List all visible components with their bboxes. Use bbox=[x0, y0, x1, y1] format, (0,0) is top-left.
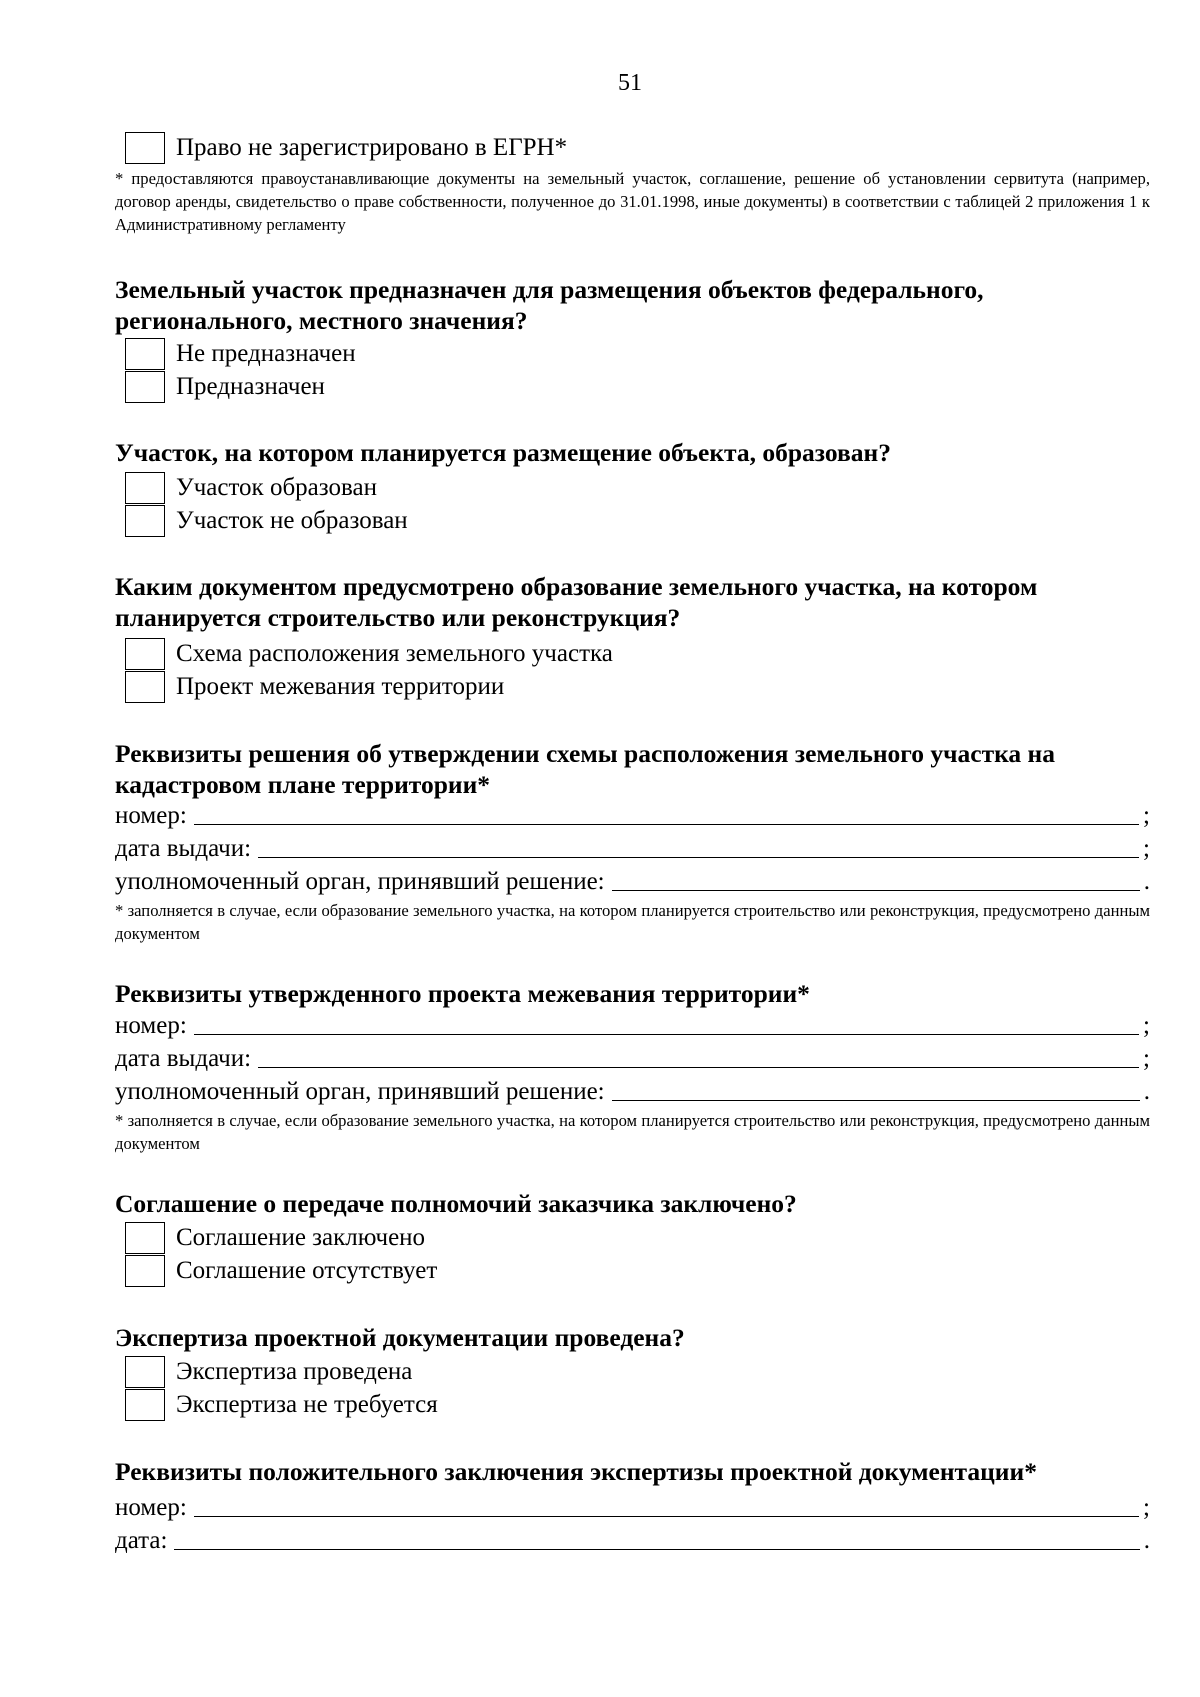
checkbox[interactable] bbox=[125, 472, 165, 504]
purpose-heading: Земельный участок предназначен для размещения объектов федерального, регионального, местного значения? bbox=[115, 275, 984, 335]
expertise-option-done[interactable] bbox=[125, 1355, 412, 1388]
option-label: Экспертиза не требуется bbox=[176, 1390, 438, 1418]
page-number: 51 bbox=[618, 70, 642, 96]
number-input-line[interactable] bbox=[194, 1034, 1139, 1035]
expertise-date-field[interactable]: дата: . bbox=[115, 1527, 1150, 1554]
option-label: Экспертиза проведена bbox=[176, 1357, 413, 1385]
checkbox[interactable] bbox=[125, 371, 165, 403]
checkbox[interactable] bbox=[125, 338, 165, 370]
checkbox[interactable] bbox=[125, 1356, 165, 1388]
document-option-project[interactable] bbox=[125, 670, 504, 703]
scheme-number-field[interactable]: номер: ; bbox=[115, 802, 1150, 829]
scheme-details-heading: Реквизиты решения об утверждении схемы расположения земельного участка на кадастровом плане территории* bbox=[115, 739, 1055, 799]
expertise-number-field[interactable]: номер: ; bbox=[115, 1494, 1150, 1521]
project-footnote: * заполняется в случае, если образование земельного участка, на котором планируется строительство или реконструкция, предусмотрено данным документом bbox=[115, 1111, 1150, 1153]
option-label: Не предназначен bbox=[176, 339, 356, 367]
scheme-footnote: * заполняется в случае, если образование земельного участка, на котором планируется строительство или реконструкция, предусмотрено данным документом bbox=[115, 901, 1150, 943]
checkbox[interactable] bbox=[125, 1255, 165, 1287]
formed-option-no[interactable] bbox=[125, 504, 408, 537]
checkbox[interactable] bbox=[125, 671, 165, 703]
option-label: Соглашение отсутствует bbox=[176, 1256, 438, 1284]
agreement-option-concluded[interactable] bbox=[125, 1221, 425, 1254]
field-label: дата выдачи: bbox=[115, 1045, 252, 1072]
option-label: Соглашение заключено bbox=[176, 1223, 426, 1251]
option-label: Проект межевания территории bbox=[176, 672, 505, 700]
purpose-option-not-intended[interactable] bbox=[125, 337, 356, 370]
checkbox[interactable] bbox=[125, 638, 165, 670]
authority-input-line[interactable] bbox=[612, 1100, 1140, 1101]
checkbox[interactable] bbox=[125, 1222, 165, 1254]
purpose-option-intended[interactable] bbox=[125, 370, 325, 403]
checkbox[interactable] bbox=[125, 1389, 165, 1421]
field-label: дата выдачи: bbox=[115, 835, 252, 862]
date-input-line[interactable] bbox=[174, 1549, 1139, 1550]
expertise-option-not-required[interactable] bbox=[125, 1388, 438, 1421]
checkbox[interactable] bbox=[125, 505, 165, 537]
project-date-field[interactable]: дата выдачи: ; bbox=[115, 1045, 1150, 1072]
option-label: Участок образован bbox=[176, 473, 377, 501]
authority-input-line[interactable] bbox=[612, 890, 1140, 891]
agreement-heading: Соглашение о передаче полномочий заказчика заключено? bbox=[115, 1189, 797, 1218]
formed-option-yes[interactable] bbox=[125, 471, 377, 504]
rights-footnote: * предоставляются правоустанавливающие документы на земельный участок, соглашение, решение об установлении сервитута (например, договор аренды, свидетельство о праве собственности, полученное до 31.01.1998, иные документы) в соответствии с таблицей 2 приложения 1 к Административному регламенту bbox=[115, 169, 1150, 234]
number-input-line[interactable] bbox=[194, 824, 1139, 825]
project-authority-field[interactable]: уполномоченный орган, принявший решение: . bbox=[115, 1078, 1150, 1105]
option-label: Предназначен bbox=[176, 372, 325, 400]
scheme-date-field[interactable]: дата выдачи: ; bbox=[115, 835, 1150, 862]
scheme-authority-field[interactable]: уполномоченный орган, принявший решение: . bbox=[115, 868, 1150, 895]
date-input-line[interactable] bbox=[258, 1067, 1139, 1068]
date-input-line[interactable] bbox=[258, 857, 1139, 858]
rights-not-registered-option[interactable] bbox=[125, 131, 567, 164]
document-heading: Каким документом предусмотрено образование земельного участка, на котором планируется строительство или реконструкция? bbox=[115, 572, 1038, 632]
field-label: номер: bbox=[115, 1494, 187, 1521]
document-option-scheme[interactable] bbox=[125, 637, 613, 670]
checkbox[interactable] bbox=[125, 132, 165, 164]
field-label: номер: bbox=[115, 1012, 187, 1039]
formed-heading: Участок, на котором планируется размещение объекта, образован? bbox=[115, 438, 891, 467]
project-number-field[interactable]: номер: ; bbox=[115, 1012, 1150, 1039]
expertise-details-heading: Реквизиты положительного заключения экспертизы проектной документации* bbox=[115, 1457, 1037, 1486]
number-input-line[interactable] bbox=[194, 1516, 1139, 1517]
option-label: Участок не образован bbox=[176, 506, 408, 534]
project-details-heading: Реквизиты утвержденного проекта межевания территории* bbox=[115, 979, 810, 1008]
agreement-option-absent[interactable] bbox=[125, 1254, 437, 1287]
field-label: номер: bbox=[115, 802, 187, 829]
field-label: уполномоченный орган, принявший решение: bbox=[115, 1078, 605, 1105]
field-label: уполномоченный орган, принявший решение: bbox=[115, 868, 605, 895]
expertise-heading: Экспертиза проектной документации проведена? bbox=[115, 1323, 685, 1352]
option-label: Схема расположения земельного участка bbox=[176, 639, 613, 667]
field-label: дата: bbox=[115, 1527, 168, 1554]
option-label: Право не зарегистрировано в ЕГРН* bbox=[176, 133, 568, 161]
